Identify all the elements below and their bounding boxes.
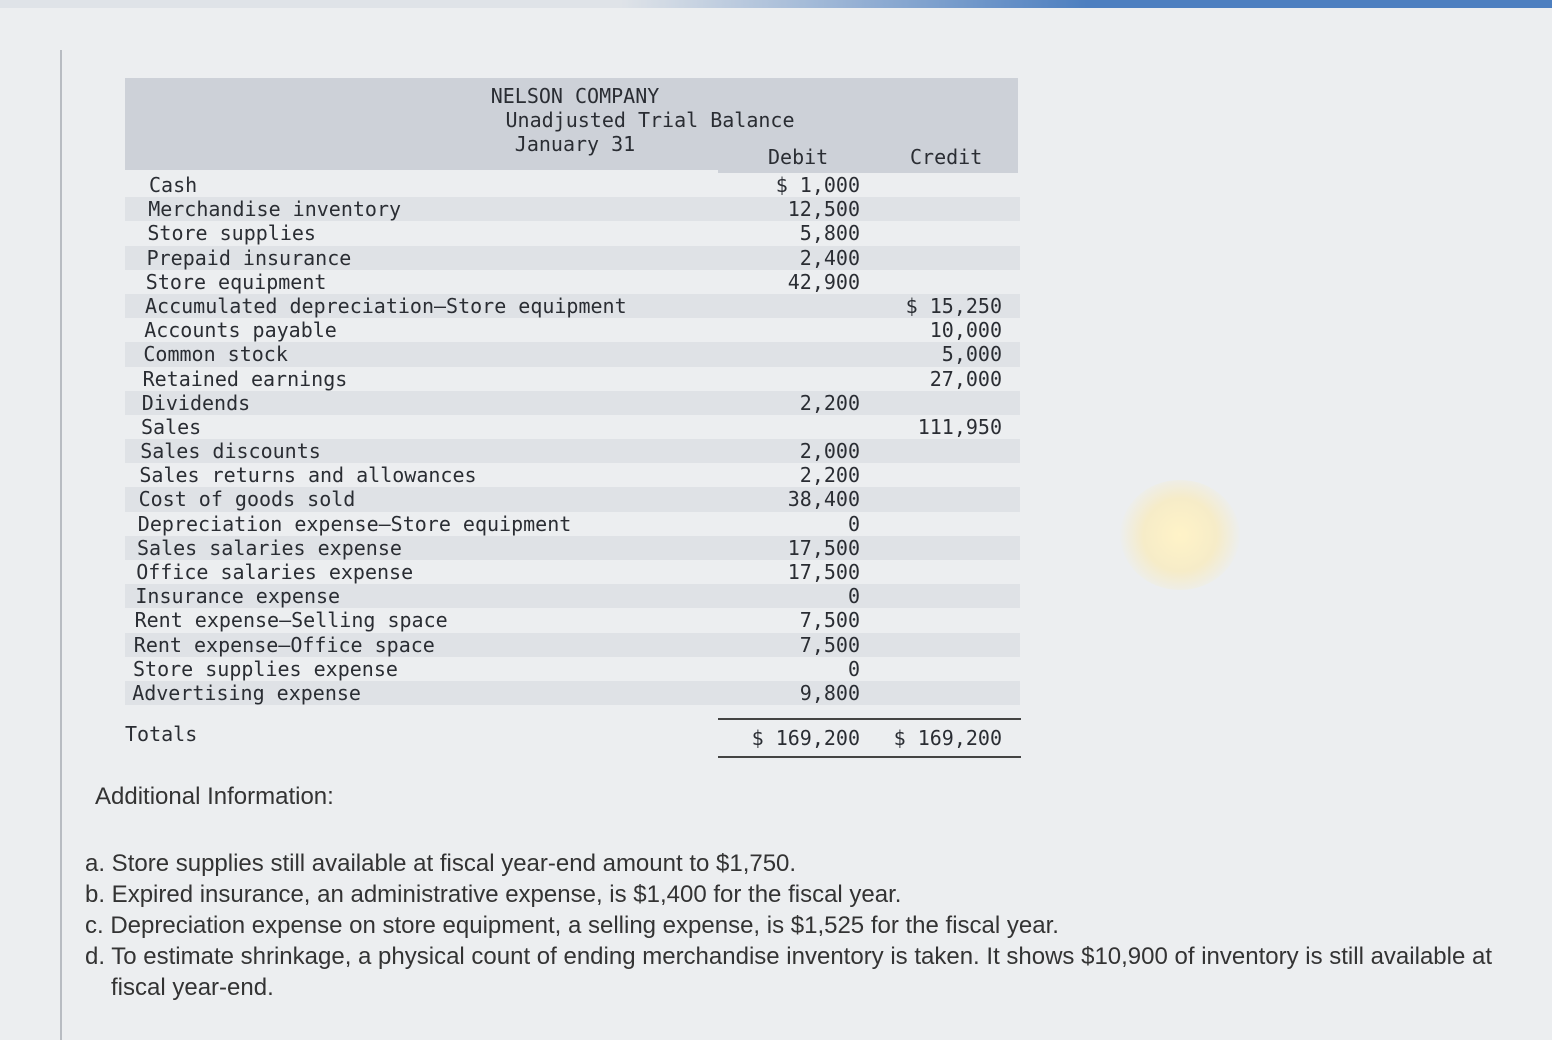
credit-amount: $ 15,250	[905, 293, 1002, 318]
debit-amount: 2,400	[799, 245, 860, 270]
debit-amount: 17,500	[787, 535, 860, 560]
table-row	[125, 391, 1020, 415]
account-name: Rent expense—Selling space	[134, 608, 448, 633]
screen-glare	[1120, 480, 1240, 590]
debit-amount: 2,200	[799, 390, 860, 415]
table-row	[125, 173, 1020, 197]
account-name: Dividends	[141, 390, 251, 415]
debit-amount: 0	[847, 656, 860, 681]
debit-amount: 38,400	[787, 487, 860, 512]
totals-label: Totals	[125, 722, 198, 746]
table-row	[125, 415, 1020, 439]
credit-amount: 27,000	[929, 366, 1002, 391]
table-row	[125, 270, 1020, 294]
debit-amount: 2,200	[799, 463, 860, 488]
debit-amount: 5,800	[799, 221, 860, 246]
table-row	[125, 367, 1020, 391]
debit-amount: 9,800	[799, 680, 860, 705]
account-name: Prepaid insurance	[146, 245, 352, 270]
info-item: c. Depreciation expense on store equipment, a selling expense, is $1,525 for the fiscal year.	[85, 912, 1059, 939]
debit-amount: $ 1,000	[775, 173, 860, 197]
table-row	[125, 681, 1020, 705]
table-row	[125, 657, 1020, 681]
account-name: Sales	[141, 414, 202, 439]
table-row	[125, 439, 1020, 463]
credit-amount: 10,000	[929, 318, 1002, 343]
account-name: Store supplies	[147, 221, 316, 246]
account-name: Retained earnings	[142, 366, 348, 391]
account-name: Cash	[149, 173, 198, 197]
account-name: Common stock	[143, 342, 288, 367]
table-row	[125, 463, 1020, 487]
additional-info-list	[85, 848, 1505, 1003]
table-row	[125, 512, 1020, 536]
table-row	[125, 584, 1020, 608]
table-row	[125, 560, 1020, 584]
account-name: Accumulated depreciation—Store equipment	[145, 293, 627, 318]
account-name: Advertising expense	[132, 680, 361, 705]
credit-header: Credit	[910, 145, 983, 169]
debit-amount: 7,500	[799, 608, 860, 633]
debit-amount: 2,000	[799, 439, 860, 464]
info-item: b. Expired insurance, an administrative expense, is $1,400 for the fiscal year.	[85, 881, 902, 908]
table-row	[125, 487, 1020, 511]
company-name: NELSON COMPANY	[490, 84, 660, 108]
account-name: Store equipment	[145, 269, 327, 294]
window-top-bar	[0, 0, 1552, 8]
account-rows	[125, 173, 1020, 705]
totals-credit: $ 169,200	[893, 726, 1002, 750]
account-name: Store supplies expense	[133, 656, 398, 681]
table-row	[125, 294, 1020, 318]
table-row	[125, 633, 1020, 657]
page-border	[60, 50, 62, 1040]
account-name: Depreciation expense—Store equipment	[137, 511, 572, 536]
debit-amount: 7,500	[799, 632, 860, 657]
statement-date: January 31	[514, 132, 636, 156]
additional-info-heading: Additional Information:	[95, 783, 334, 810]
table-row	[125, 318, 1020, 342]
credit-amount: 111,950	[917, 414, 1002, 439]
debit-amount: 42,900	[787, 269, 860, 294]
table-row	[125, 342, 1020, 366]
table-row	[125, 197, 1020, 221]
credit-amount: 5,000	[941, 342, 1002, 367]
debit-amount: 12,500	[787, 197, 860, 222]
table-row	[125, 608, 1020, 632]
statement-title: Unadjusted Trial Balance	[505, 108, 795, 132]
table-row	[125, 246, 1020, 270]
debit-amount: 17,500	[787, 560, 860, 584]
debit-amount: 0	[847, 584, 860, 609]
info-item: a. Store supplies still available at fiscal year-end amount to $1,750.	[85, 850, 797, 877]
account-name: Office salaries expense	[136, 560, 414, 584]
account-name: Cost of goods sold	[138, 487, 356, 512]
info-item: d. To estimate shrinkage, a physical count of ending merchandise inventory is taken. It shows $10,900 of inventory is still available at fiscal year-end.	[85, 943, 1492, 1001]
table-row	[125, 536, 1020, 560]
account-name: Merchandise inventory	[148, 197, 402, 222]
account-name: Sales returns and allowances	[139, 463, 477, 488]
table-row	[125, 221, 1020, 245]
account-name: Sales discounts	[140, 439, 321, 464]
account-name: Accounts payable	[144, 318, 337, 343]
totals-debit: $ 169,200	[751, 726, 860, 750]
account-name: Sales salaries expense	[137, 535, 402, 560]
debit-header: Debit	[768, 145, 829, 169]
double-underline	[718, 756, 1021, 758]
account-name: Rent expense—Office space	[133, 632, 435, 657]
debit-amount: 0	[847, 511, 860, 536]
account-name: Insurance expense	[135, 584, 341, 609]
subtotal-line	[718, 718, 1021, 720]
